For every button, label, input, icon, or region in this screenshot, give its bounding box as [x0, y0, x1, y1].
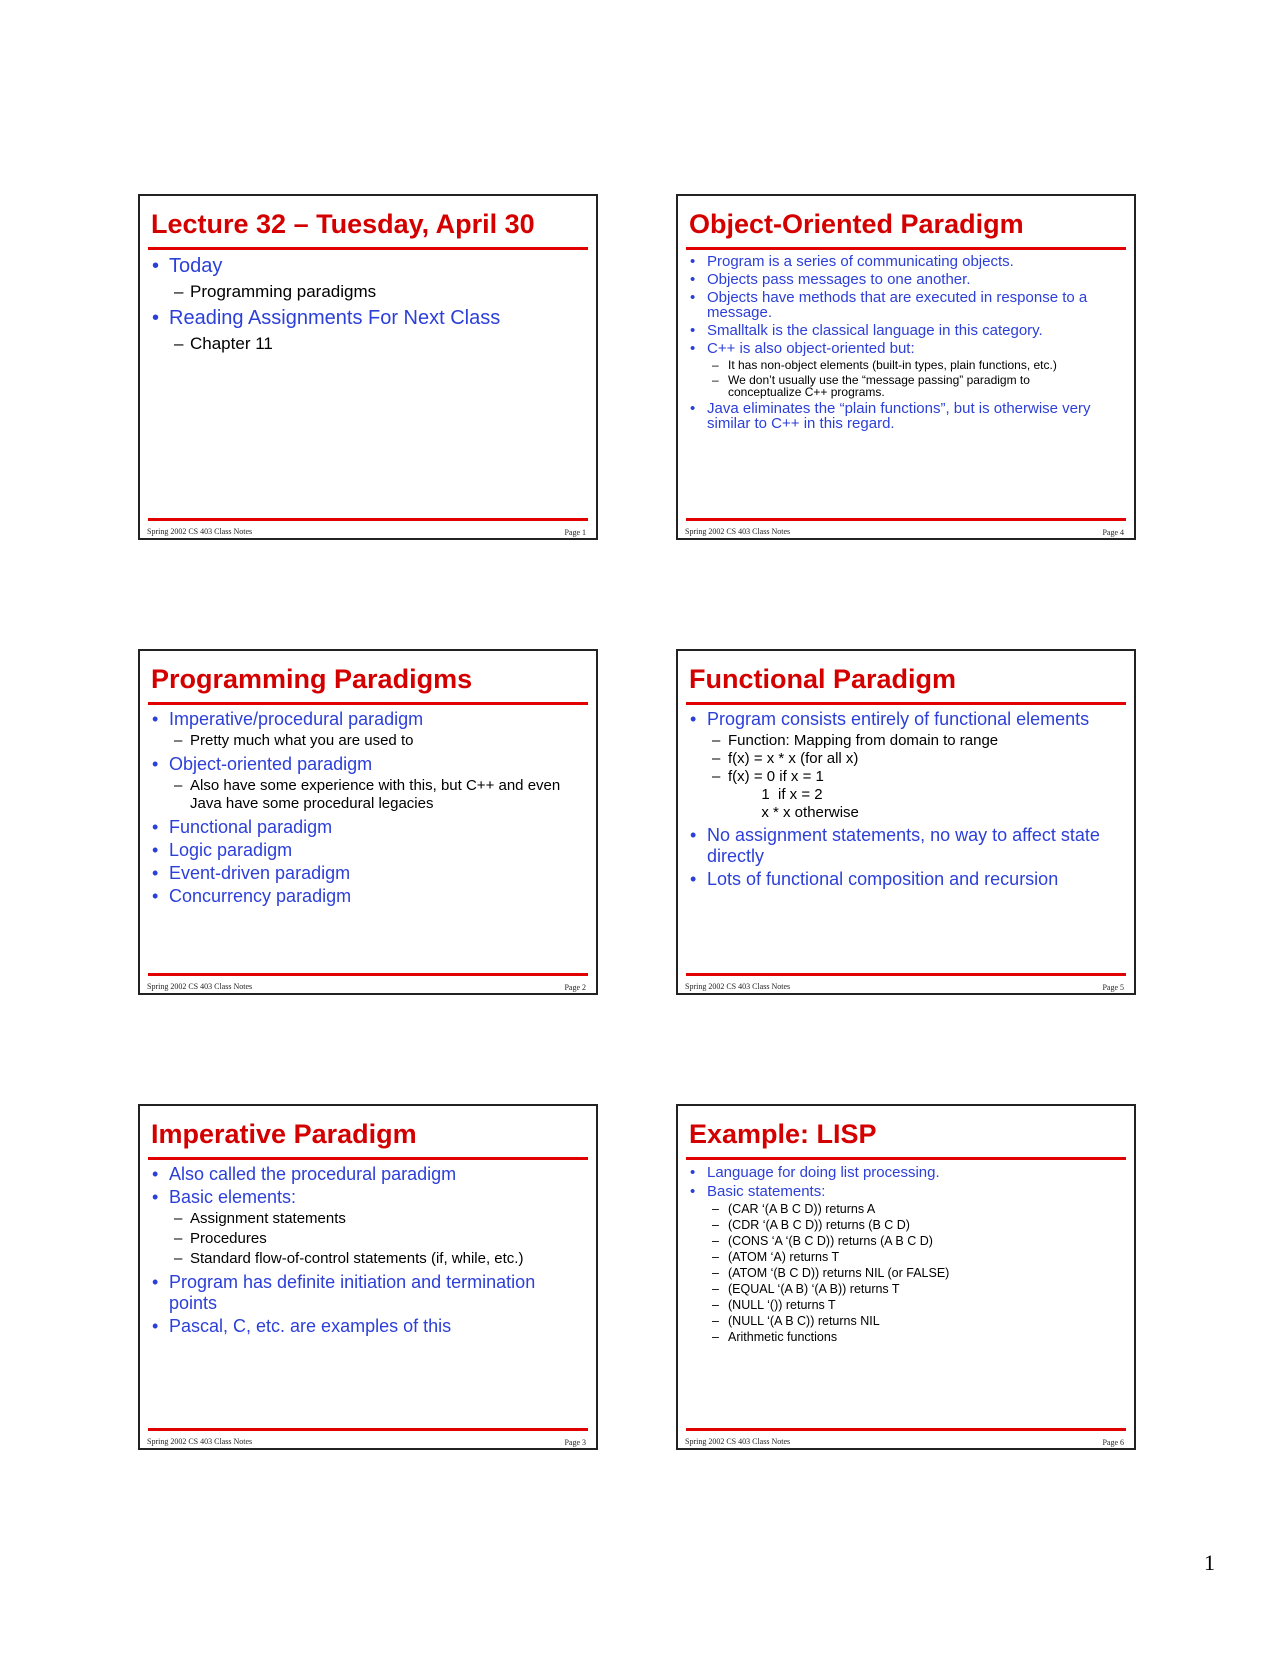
title-rule	[686, 1157, 1126, 1160]
bullet: • Today	[152, 254, 588, 278]
sub-bullet: – Chapter 11	[152, 333, 588, 355]
slide-content	[690, 709, 1126, 892]
sub-bullet: – (ATOM ‘A) returns T	[690, 1250, 1126, 1265]
footer-rule	[148, 973, 588, 976]
sub-bullet: – (CAR ‘(A B C D)) returns A	[690, 1202, 1126, 1217]
sub-bullet: – Arithmetic functions	[690, 1330, 1126, 1345]
bullet: • Pascal, C, etc. are examples of this	[152, 1316, 588, 1337]
sub-bullet: – (ATOM ‘(B C D)) returns NIL (or FALSE)	[690, 1266, 1126, 1281]
bullet: • Imperative/procedural paradigm	[152, 709, 588, 730]
bullet: • Basic elements:	[152, 1187, 588, 1208]
sub-bullet: – Procedures	[152, 1230, 588, 1248]
slide-title: Example: LISP	[689, 1119, 877, 1149]
title-rule	[148, 247, 588, 250]
bullet: • Reading Assignments For Next Class	[152, 306, 588, 330]
sub-bullet: – (NULL ‘()) returns T	[690, 1298, 1126, 1313]
sub-bullet-continuation: 1 if x = 2	[728, 786, 823, 803]
bullet: • No assignment statements, no way to affect state directly	[690, 825, 1126, 867]
footer-page: Page 4	[1102, 528, 1124, 537]
slide-title: Object-Oriented Paradigm	[689, 209, 1024, 239]
bullet: • Program consists entirely of functional elements	[690, 709, 1126, 730]
footer-rule	[686, 1428, 1126, 1431]
slide-content	[152, 709, 588, 909]
title-rule	[148, 1157, 588, 1160]
bullet: • Basic statements:	[690, 1183, 1126, 1200]
title-rule	[686, 247, 1126, 250]
title-rule	[686, 702, 1126, 705]
bullet: • Concurrency paradigm	[152, 886, 588, 907]
footer-page: Page 6	[1102, 1438, 1124, 1447]
sub-bullet: – (CDR ‘(A B C D)) returns (B C D)	[690, 1218, 1126, 1233]
bullet: • Program has definite initiation and termination points	[152, 1272, 588, 1314]
footer-rule	[148, 1428, 588, 1431]
sub-bullet: – (EQUAL ‘(A B) ‘(A B)) returns T	[690, 1282, 1126, 1297]
slide-content	[690, 254, 1126, 434]
bullet: • Also called the procedural paradigm	[152, 1164, 588, 1185]
slide-content	[152, 1164, 588, 1339]
sub-bullet: – It has non-object elements (built-in types, plain functions, etc.)	[690, 359, 1126, 371]
footer-course: Spring 2002 CS 403 Class Notes	[685, 982, 791, 991]
slide-5	[676, 649, 1136, 995]
bullet: • Java eliminates the “plain functions”, but is otherwise very similar to C++ in this regard.	[690, 401, 1126, 431]
sub-bullet: – (NULL ‘(A B C)) returns NIL	[690, 1314, 1126, 1329]
slide-6	[676, 1104, 1136, 1450]
bullet: • C++ is also object-oriented but:	[690, 341, 1126, 356]
bullet: • Program is a series of communicating objects.	[690, 254, 1126, 269]
footer-page: Page 5	[1102, 983, 1124, 992]
footer-rule	[686, 973, 1126, 976]
footer-course: Spring 2002 CS 403 Class Notes	[147, 1437, 253, 1446]
footer-page: Page 1	[564, 528, 586, 537]
sub-bullet: – Function: Mapping from domain to range	[690, 732, 1126, 750]
bullet: • Language for doing list processing.	[690, 1164, 1126, 1181]
slide-title: Functional Paradigm	[689, 664, 957, 694]
sub-bullet: – f(x) = x * x (for all x)	[690, 750, 1126, 768]
slide-title: Lecture 32 – Tuesday, April 30	[151, 209, 535, 239]
slide-title: Programming Paradigms	[151, 664, 473, 694]
footer-course: Spring 2002 CS 403 Class Notes	[685, 527, 791, 536]
footer-course: Spring 2002 CS 403 Class Notes	[147, 527, 253, 536]
slide-4	[676, 194, 1136, 540]
slide-1	[138, 194, 598, 540]
bullet: • Objects have methods that are executed in response to a message.	[690, 290, 1126, 320]
bullet: • Lots of functional composition and recursion	[690, 869, 1126, 890]
sub-bullet: – Standard flow-of-control statements (if, while, etc.)	[152, 1250, 588, 1268]
slide-2	[138, 649, 598, 995]
slide-3	[138, 1104, 598, 1450]
bullet: • Event-driven paradigm	[152, 863, 588, 884]
slide-content	[690, 1164, 1126, 1346]
sub-bullet: – Programming paradigms	[152, 281, 588, 303]
sub-bullet: – f(x) = 0 if x = 1	[690, 768, 1126, 786]
bullet: • Functional paradigm	[152, 817, 588, 838]
sub-bullet: – Assignment statements	[152, 1210, 588, 1228]
sub-bullet: – We don’t usually use the “message passing” paradigm to conceptualize C++ programs.	[690, 374, 1126, 398]
footer-page: Page 3	[564, 1438, 586, 1447]
footer-page: Page 2	[564, 983, 586, 992]
bullet: • Objects pass messages to one another.	[690, 272, 1126, 287]
sub-bullet-continuation: x * x otherwise	[728, 804, 859, 821]
sub-bullet: – (CONS ‘A ‘(B C D)) returns (A B C D)	[690, 1234, 1126, 1249]
sub-bullet: – Also have some experience with this, but C++ and even Java have some procedural legacies	[152, 777, 588, 813]
slide-content	[152, 254, 588, 358]
slide-title: Imperative Paradigm	[151, 1119, 417, 1149]
footer-rule	[148, 518, 588, 521]
footer-rule	[686, 518, 1126, 521]
title-rule	[148, 702, 588, 705]
bullet: • Logic paradigm	[152, 840, 588, 861]
footer-course: Spring 2002 CS 403 Class Notes	[147, 982, 253, 991]
bullet: • Object-oriented paradigm	[152, 754, 588, 775]
sub-bullet: – Pretty much what you are used to	[152, 732, 588, 750]
footer-course: Spring 2002 CS 403 Class Notes	[685, 1437, 791, 1446]
bullet: • Smalltalk is the classical language in this category.	[690, 323, 1126, 338]
document-page-number: 1	[1204, 1550, 1215, 1575]
